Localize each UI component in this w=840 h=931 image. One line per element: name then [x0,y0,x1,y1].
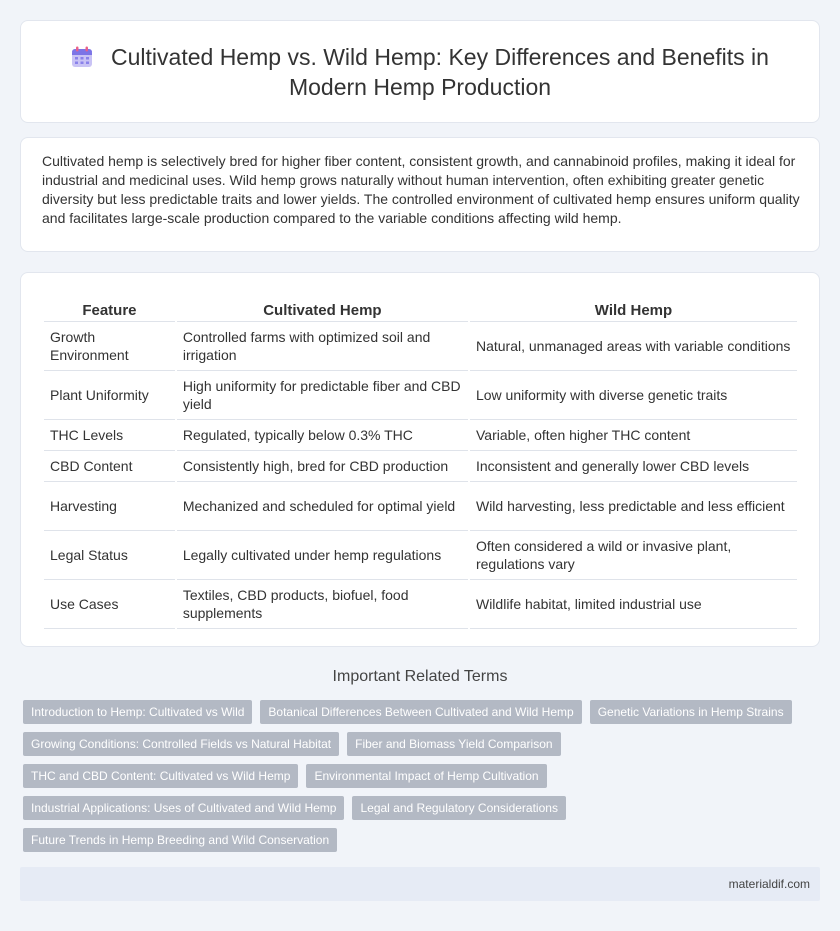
table-row [44,420,797,451]
cell-wild: Often considered a wild or invasive plant, regulations vary [470,531,797,580]
tag-row [23,700,803,724]
cell-cultivated: Regulated, typically below 0.3% THC [177,420,468,451]
page-title [71,42,769,102]
related-term-tag[interactable]: Introduction to Hemp: Cultivated vs Wild [23,700,252,724]
table-row [44,451,797,482]
cell-wild: Natural, unmanaged areas with variable conditions [470,322,797,371]
cell-wild: Low uniformity with diverse genetic traits [470,371,797,420]
cell-feature: Growth Environment [44,322,175,371]
cell-cultivated: Legally cultivated under hemp regulations [177,531,468,580]
related-term-tag[interactable]: Industrial Applications: Uses of Cultivated and Wild Hemp [23,796,344,820]
header-cultivated: Cultivated Hemp [177,295,468,322]
related-term-tag[interactable]: Genetic Variations in Hemp Strains [590,700,792,724]
footer-bar [20,867,820,901]
comparison-card [20,272,820,647]
cell-wild: Wildlife habitat, limited industrial use [470,580,797,629]
tag-row [23,732,803,756]
table-row [44,482,797,531]
related-terms-title: Important Related Terms [332,668,508,685]
tag-row [23,796,803,820]
cell-wild: Variable, often higher THC content [470,420,797,451]
cell-wild: Inconsistent and generally lower CBD levels [470,451,797,482]
footer-site-link[interactable]: materialdif.com [728,877,810,891]
comparison-table [42,295,799,629]
intro-card [20,137,820,252]
page-title-text: Cultivated Hemp vs. Wild Hemp: Key Differences and Benefits in Modern Hemp Production [111,43,769,100]
related-term-tag[interactable]: Legal and Regulatory Considerations [352,796,565,820]
intro-paragraph: Cultivated hemp is selectively bred for higher fiber content, consistent growth, and cannabinoid profiles, making it ideal for industrial and medicinal uses. Wild hemp grows naturally without human intervention, often exhibiting greater genetic diversity but less predictable traits and lower yields. The controlled environment of cultivated hemp ensures uniform quality and facilitates large-scale production compared to the variable conditions affecting wild hemp. [42,153,800,226]
cell-feature: THC Levels [44,420,175,451]
cell-cultivated: Mechanized and scheduled for optimal yield [177,482,468,531]
related-term-tag[interactable]: THC and CBD Content: Cultivated vs Wild Hemp [23,764,298,788]
cell-feature: Use Cases [44,580,175,629]
related-terms-list [23,700,803,860]
table-row [44,371,797,420]
table-header-row [44,295,797,322]
cell-feature: Plant Uniformity [44,371,175,420]
cell-cultivated: High uniformity for predictable fiber and CBD yield [177,371,468,420]
related-term-tag[interactable]: Future Trends in Hemp Breeding and Wild Conservation [23,828,337,852]
header-feature: Feature [44,295,175,322]
cell-feature: Legal Status [44,531,175,580]
cell-wild: Wild harvesting, less predictable and less efficient [470,482,797,531]
cell-cultivated: Controlled farms with optimized soil and irrigation [177,322,468,371]
title-card [20,20,820,123]
related-term-tag[interactable]: Botanical Differences Between Cultivated and Wild Hemp [260,700,581,724]
cell-feature: CBD Content [44,451,175,482]
tag-row [23,828,803,852]
cell-cultivated: Textiles, CBD products, biofuel, food supplements [177,580,468,629]
table-row [44,531,797,580]
table-row [44,580,797,629]
table-row [44,322,797,371]
related-term-tag[interactable]: Environmental Impact of Hemp Cultivation [306,764,546,788]
cell-feature: Harvesting [44,482,175,531]
cell-cultivated: Consistently high, bred for CBD production [177,451,468,482]
header-wild: Wild Hemp [470,295,797,322]
related-term-tag[interactable]: Growing Conditions: Controlled Fields vs Natural Habitat [23,732,339,756]
tag-row [23,764,803,788]
related-term-tag[interactable]: Fiber and Biomass Yield Comparison [347,732,560,756]
calendar-icon [71,46,93,68]
title-wrap [21,21,819,122]
